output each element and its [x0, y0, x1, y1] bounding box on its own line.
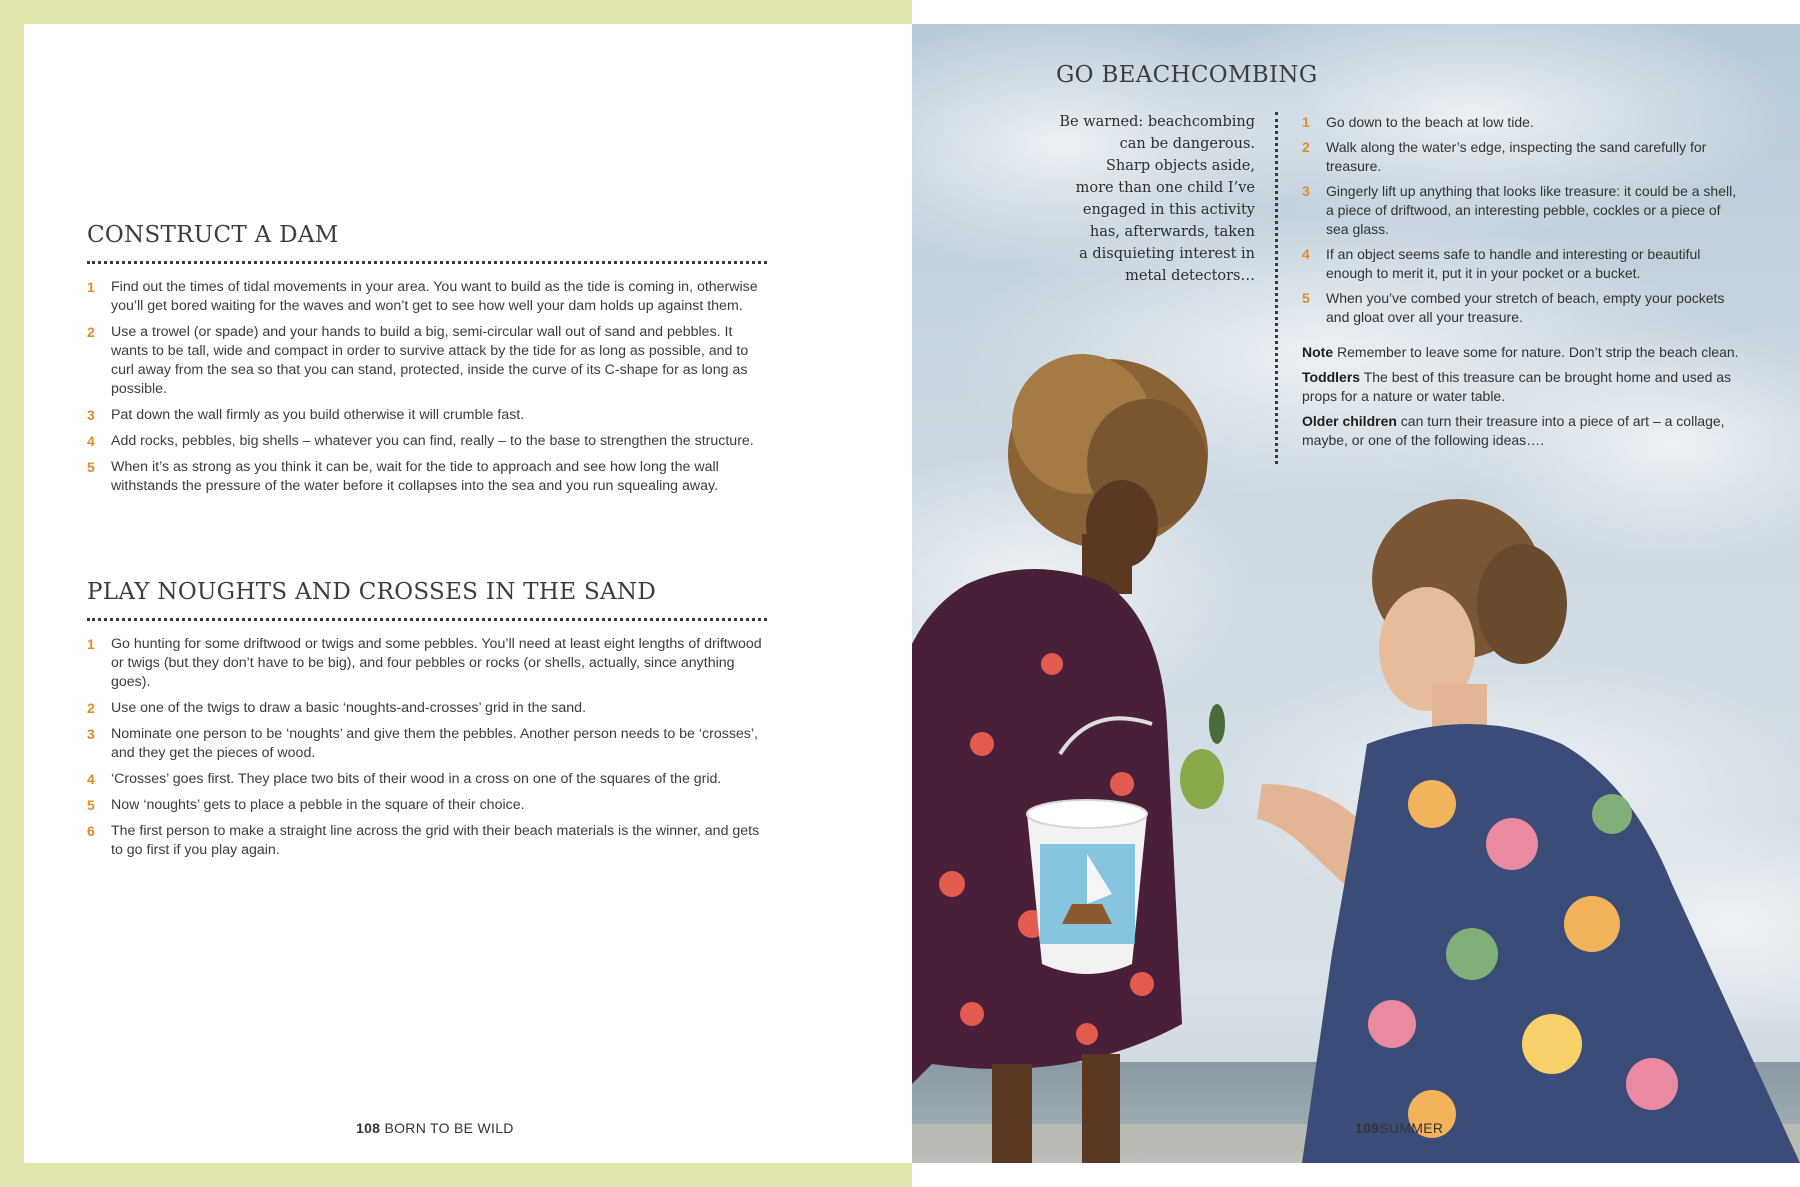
beachcombing-step: 3 Gingerly lift up anything that looks like treasure: it could be a shell, a piece of driftwood, an interesting pebble, cockles or a piece of sea glass.	[1302, 183, 1737, 237]
vertical-dotted-rule	[1275, 112, 1278, 464]
beachcombing-step: 1 Go down to the beach at low tide.	[1302, 114, 1534, 130]
noughts-step: 2 Use one of the twigs to draw a basic ‘noughts-and-crosses’ grid in the sand.	[87, 700, 587, 716]
noughts-section	[87, 578, 767, 867]
page-number-right: 109SUMMER	[1355, 1120, 1444, 1136]
dam-title: CONSTRUCT A DAM	[87, 222, 339, 248]
dam-step: 4 Add rocks, pebbles, big shells – whatever you can find, really – to the base to strengthen the structure.	[87, 433, 754, 449]
dam-step: 2 Use a trowel (or spade) and your hands to build a big, semi-circular wall out of sand and pebbles. It wants to be tall, wide and compact in order to survive attack by the tide for as long as possible, and to curl away from the sea so that you can stand, protected, inside the curve of its C-shape for as long as possible.	[87, 324, 749, 397]
dam-step: 3 Pat down the wall firmly as you build otherwise it will crumble fast.	[87, 407, 525, 423]
noughts-step: 6 The first person to make a straight line across the grid with their beach materials is the winner, and gets to go first if you play again.	[87, 823, 760, 858]
dam-step: 5 When it’s as strong as you think it can be, wait for the tide to approach and see how long the wall withstands the pressure of the water before it collapses into the sea and you run squealing away.	[87, 459, 719, 494]
beachcombing-steps	[1302, 113, 1742, 333]
dotted-rule	[87, 261, 767, 264]
beachcombing-intro: Be warned: beachcombing can be dangerous. Sharp objects aside, more than one child I’ve engaged in this activity has, afterwards, taken a disquieting interest in metal detectors…	[1059, 114, 1255, 284]
noughts-step: 4 ‘Crosses’ goes first. They place two bits of their wood in a cross on one of the squares of the grid.	[87, 771, 722, 787]
beachcombing-title: GO BEACHCOMBING	[1056, 62, 1318, 88]
note-item: Note Remember to leave some for nature. Don’t strip the beach clean.	[1302, 344, 1739, 360]
beachcombing-step: 5 When you’ve combed your stretch of beach, empty your pockets and gloat over all your treasure.	[1302, 290, 1725, 325]
noughts-step: 1 Go hunting for some driftwood or twigs and some pebbles. You’ll need at least eight lengths of driftwood or twigs (but they don’t have to be big), and four pebbles or rocks (or shells, actually, since anything goes).	[87, 636, 762, 690]
dam-section	[87, 221, 767, 503]
dam-step: 1 Find out the times of tidal movements in your area. You want to build as the tide is coming in, otherwise you’ll get bored waiting for the waves and won’t get to see how well your dam holds up against them.	[87, 279, 758, 314]
toddlers-item: Toddlers The best of this treasure can be brought home and used as props for a nature or water table.	[1302, 369, 1732, 404]
noughts-steps	[87, 635, 767, 860]
noughts-title: PLAY NOUGHTS AND CROSSES IN THE SAND	[87, 579, 657, 605]
older-children-item: Older children can turn their treasure into a piece of art – a collage, maybe, or one of the following ideas….	[1302, 413, 1725, 448]
dotted-rule	[87, 618, 767, 621]
noughts-step: 5 Now ‘noughts’ gets to place a pebble in the square of their choice.	[87, 797, 525, 813]
page-number-left: 108 BORN TO BE WILD	[356, 1120, 514, 1136]
beachcombing-step: 4 If an object seems safe to handle and interesting or beautiful enough to merit it, put it in your pocket or a bucket.	[1302, 246, 1701, 281]
noughts-step: 3 Nominate one person to be ‘noughts’ and give them the pebbles. Another person needs to be ‘crosses’, and they get the pieces of wood.	[87, 726, 758, 761]
beachcombing-step: 2 Walk along the water’s edge, inspecting the sand carefully for treasure.	[1302, 139, 1707, 174]
beachcombing-notes	[1302, 343, 1742, 456]
dam-steps	[87, 278, 767, 496]
